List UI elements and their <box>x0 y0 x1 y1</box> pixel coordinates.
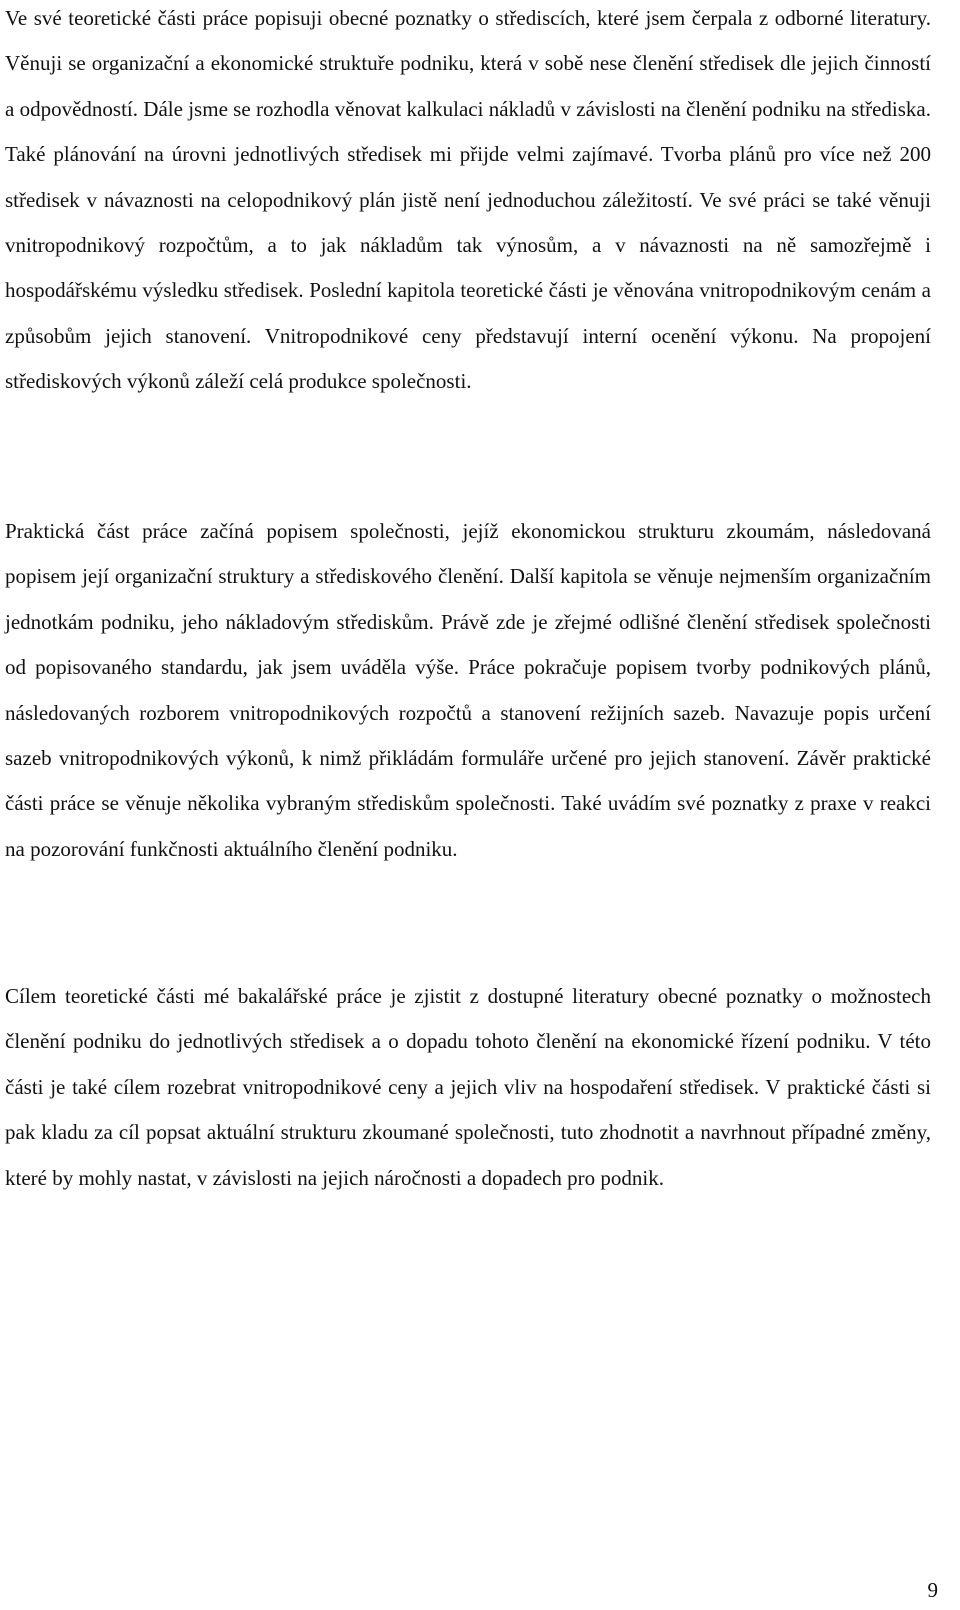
paragraph-text: Praktická část práce začíná popisem společnosti, jejíž ekonomickou strukturu zkoumám, následovaná popisem její organizační struktury a střediskového členění. Další kapitola se věnuje nejmenším organizačním jednotkám podniku, jeho nákladovým střediskům. Právě zde je zřejmé odlišné členění středisek společnosti od popisovaného standardu, jak jsem uváděla výše. Práce pokračuje popisem tvorby podnikových plánů, následovaných rozborem vnitropodnikových rozpočtů a stanovení režijních sazeb. Navazuje popis určení sazeb vnitropodnikových výkonů, k nimž přikládám formuláře určené pro jejich stanovení. Závěr praktické části práce se věnuje několika vybraným střediskům společnosti. Také uvádím své poznatky z praxe v reakci na pozorování funkčnosti aktuálního členění podniku. <box>5 519 931 861</box>
paragraph-theory-overview <box>5 0 931 405</box>
paragraph-goals <box>5 974 931 1201</box>
paragraph-practical-overview <box>5 509 931 872</box>
paragraph-text: Ve své teoretické části práce popisuji obecné poznatky o střediscích, které jsem čerpala z odborné literatury. Věnuji se organizační a ekonomické struktuře podniku, která v sobě nese členění středisek dle jejich činností a odpovědností. Dále jsme se rozhodla věnovat kalkulaci nákladů v závislosti na členění podniku na střediska. Také plánování na úrovni jednotlivých středisek mi přijde velmi zajímavé. Tvorba plánů pro více než 200 středisek v návaznosti na celopodnikový plán jistě není jednoduchou záležitostí. Ve své práci se také věnuji vnitropodnikový rozpočtům, a to jak nákladům tak výnosům, a v návaznosti na ně samozřejmě i hospodářskému výsledku středisek. Poslední kapitola teoretické části je věnována vnitropodnikovým cenám a způsobům jejich stanovení. Vnitropodnikové ceny představují interní ocenění výkonu. Na propojení střediskových výkonů záleží celá produkce společnosti. <box>5 6 931 394</box>
paragraph-text: Cílem teoretické části mé bakalářské práce je zjistit z dostupné literatury obecné poznatky o možnostech členění podniku do jednotlivých středisek a o dopadu tohoto členění na ekonomické řízení podniku. V této části je také cílem rozebrat vnitropodnikové ceny a jejich vliv na hospodaření středisek. V praktické části si pak kladu za cíl popsat aktuální strukturu zkoumané společnosti, tuto zhodnotit a navrhnout případné změny, které by mohly nastat, v závislosti na jejich náročnosti a dopadech pro podnik. <box>5 984 931 1190</box>
page-number: 9 <box>927 1578 938 1602</box>
